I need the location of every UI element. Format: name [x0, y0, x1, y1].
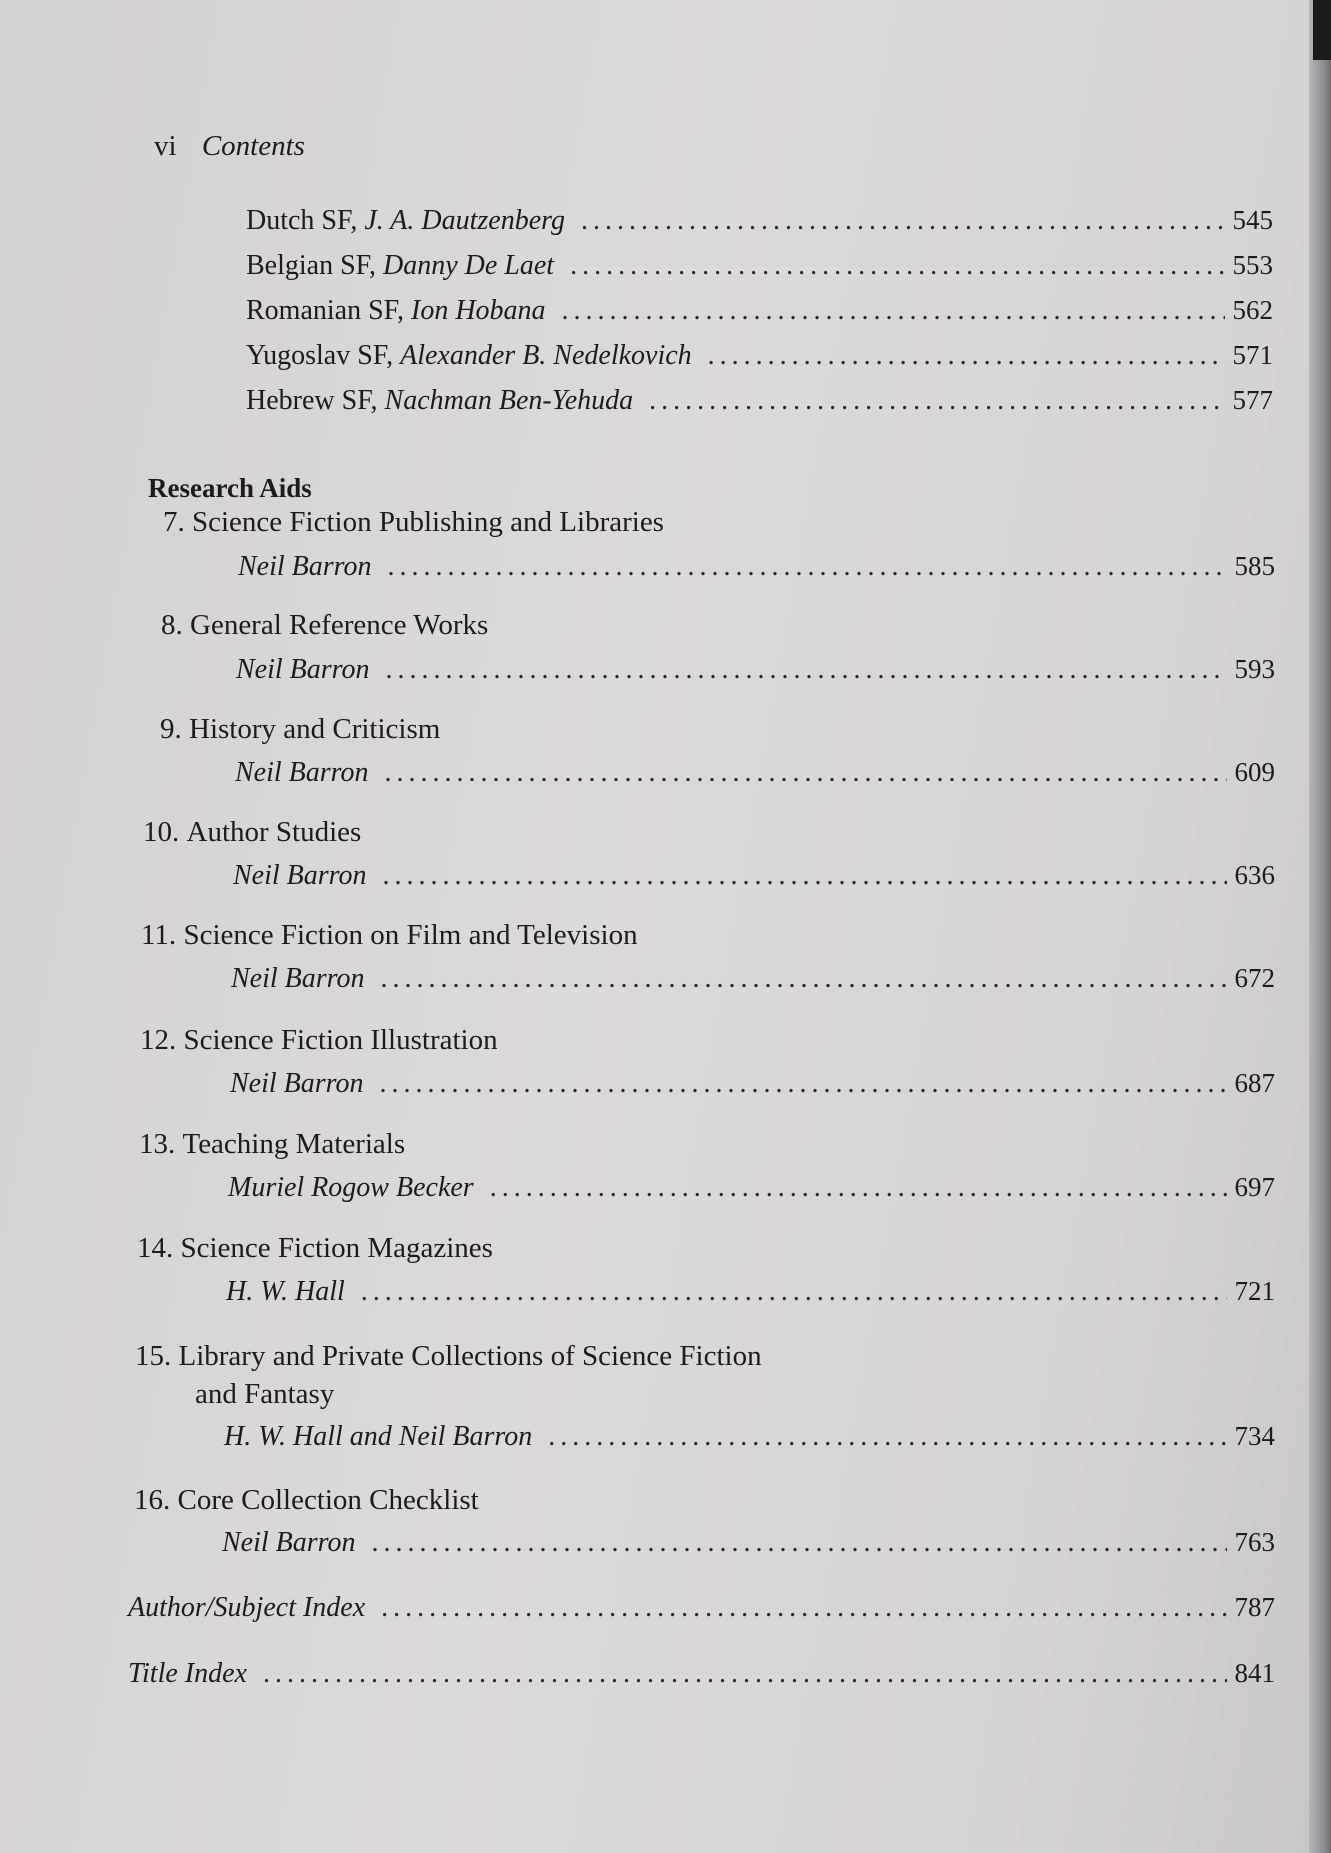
- entry-title: Hebrew SF,: [246, 385, 378, 416]
- chapter-author: Neil Barron: [231, 963, 365, 994]
- page-folio: vi: [154, 130, 177, 162]
- chapter-number: 16.: [134, 1484, 171, 1516]
- dot-leader: [361, 1276, 1227, 1308]
- index-title: Title Index: [128, 1658, 247, 1689]
- chapter-title: General Reference Works: [190, 609, 489, 641]
- chapter-number: 13.: [139, 1128, 176, 1160]
- chapter-number: 9.: [160, 713, 182, 745]
- chapter-author-line: [228, 1172, 1275, 1204]
- chapter-heading: [141, 919, 638, 952]
- entry-title: Yugoslav SF,: [246, 340, 394, 371]
- chapter-title: History and Criticism: [189, 713, 441, 745]
- chapter-heading: [163, 506, 664, 539]
- dot-leader: [381, 1592, 1226, 1624]
- chapter-number: 14.: [137, 1232, 174, 1264]
- toc-entry: [246, 385, 1273, 417]
- dot-leader: [708, 340, 1225, 372]
- toc-entry: [246, 250, 1273, 282]
- chapter-number: 12.: [140, 1024, 177, 1056]
- chapter-page-number: 734: [1234, 1421, 1275, 1451]
- chapter-author-line: [231, 963, 1275, 995]
- dot-leader: [385, 757, 1227, 789]
- entry-author: Ion Hobana: [411, 295, 546, 326]
- page-edge-shadow: [1309, 0, 1331, 1853]
- running-head: [154, 130, 305, 163]
- chapter-author: H. W. Hall: [226, 1276, 345, 1307]
- dot-leader: [380, 1068, 1227, 1100]
- dot-leader: [388, 551, 1227, 583]
- chapter-title: Library and Private Collections of Science Fiction: [178, 1340, 762, 1372]
- chapter-author: Neil Barron: [235, 757, 369, 788]
- chapter-heading: [140, 1024, 498, 1057]
- chapter-heading: [161, 609, 488, 642]
- chapter-heading: [160, 713, 440, 746]
- dot-leader: [548, 1421, 1226, 1453]
- chapter-title: Science Fiction on Film and Television: [183, 919, 638, 951]
- chapter-author: Muriel Rogow Becker: [228, 1172, 474, 1203]
- entry-page-number: 553: [1232, 250, 1273, 280]
- chapter-number: 15.: [135, 1340, 172, 1372]
- entry-page-number: 571: [1232, 340, 1273, 370]
- chapter-title: Science Fiction Illustration: [183, 1024, 498, 1056]
- chapter-page-number: 672: [1234, 963, 1275, 993]
- chapter-title-continuation: [195, 1378, 334, 1411]
- dot-leader: [263, 1658, 1227, 1690]
- chapter-page-number: 585: [1234, 551, 1275, 581]
- chapter-author-line: [230, 1068, 1275, 1100]
- chapter-heading: [134, 1484, 479, 1517]
- chapter-page-number: 687: [1234, 1068, 1275, 1098]
- entry-author: Danny De Laet: [383, 250, 555, 281]
- dot-leader: [649, 385, 1224, 417]
- toc-entry: [246, 295, 1273, 327]
- chapter-page-number: 609: [1234, 757, 1275, 787]
- section-heading: Research Aids: [148, 473, 312, 503]
- entry-title: Dutch SF,: [246, 205, 358, 236]
- chapter-number: 8.: [161, 609, 183, 641]
- chapter-title: Author Studies: [186, 816, 362, 848]
- chapter-author-line: [235, 757, 1275, 789]
- entry-title: Belgian SF,: [246, 250, 376, 281]
- chapter-page-number: 721: [1234, 1276, 1275, 1306]
- chapter-author: Neil Barron: [238, 551, 372, 582]
- chapter-page-number: 593: [1234, 654, 1275, 684]
- chapter-author-line: [236, 654, 1275, 686]
- index-entry: [128, 1658, 1275, 1690]
- dot-leader: [383, 860, 1227, 892]
- chapter-author: Neil Barron: [233, 860, 367, 891]
- chapter-page-number: 763: [1234, 1527, 1275, 1557]
- chapter-title: Teaching Materials: [182, 1128, 406, 1160]
- index-page-number: 841: [1234, 1658, 1275, 1688]
- dot-leader: [562, 295, 1225, 327]
- chapter-author: H. W. Hall and Neil Barron: [224, 1421, 533, 1452]
- chapter-author-line: [224, 1421, 1275, 1453]
- chapter-author-line: [233, 860, 1275, 892]
- dot-leader: [581, 205, 1225, 237]
- chapter-heading: [137, 1232, 493, 1265]
- dot-leader: [490, 1172, 1227, 1204]
- dot-leader: [386, 654, 1227, 686]
- index-page-number: 787: [1234, 1592, 1275, 1622]
- chapter-author-line: [226, 1276, 1275, 1308]
- entry-title: Romanian SF,: [246, 295, 404, 326]
- entry-author: Nachman Ben-Yehuda: [384, 385, 634, 416]
- entry-page-number: 545: [1232, 205, 1273, 235]
- chapter-author-line: [238, 551, 1275, 583]
- chapter-title-line2: and Fantasy: [195, 1378, 335, 1410]
- dot-leader: [570, 250, 1224, 282]
- entry-page-number: 577: [1232, 385, 1273, 415]
- entry-author: Alexander B. Nedelkovich: [400, 340, 692, 371]
- dot-leader: [372, 1527, 1227, 1559]
- chapter-number: 11.: [141, 919, 177, 951]
- chapter-page-number: 697: [1234, 1172, 1275, 1202]
- running-head-label: Contents: [201, 130, 305, 162]
- chapter-heading: [139, 1128, 405, 1161]
- entry-author: J. A. Dautzenberg: [364, 205, 565, 236]
- index-entry: [128, 1592, 1275, 1624]
- entry-page-number: 562: [1232, 295, 1273, 325]
- binding-shadow: [1313, 0, 1331, 60]
- chapter-author-line: [222, 1527, 1275, 1559]
- chapter-author: Neil Barron: [236, 654, 370, 685]
- chapter-number: 7.: [163, 506, 185, 538]
- chapter-page-number: 636: [1234, 860, 1275, 890]
- chapter-author: Neil Barron: [222, 1527, 356, 1558]
- toc-entry: [246, 340, 1273, 372]
- chapter-title: Core Collection Checklist: [177, 1484, 479, 1516]
- chapter-heading: [135, 1340, 762, 1373]
- chapter-number: 10.: [143, 816, 180, 848]
- chapter-title: Science Fiction Magazines: [180, 1232, 493, 1264]
- chapter-heading: [143, 816, 361, 849]
- toc-entry: [246, 205, 1273, 237]
- chapter-author: Neil Barron: [230, 1068, 364, 1099]
- dot-leader: [381, 963, 1227, 995]
- chapter-title: Science Fiction Publishing and Libraries: [192, 506, 664, 538]
- index-title: Author/Subject Index: [128, 1592, 366, 1623]
